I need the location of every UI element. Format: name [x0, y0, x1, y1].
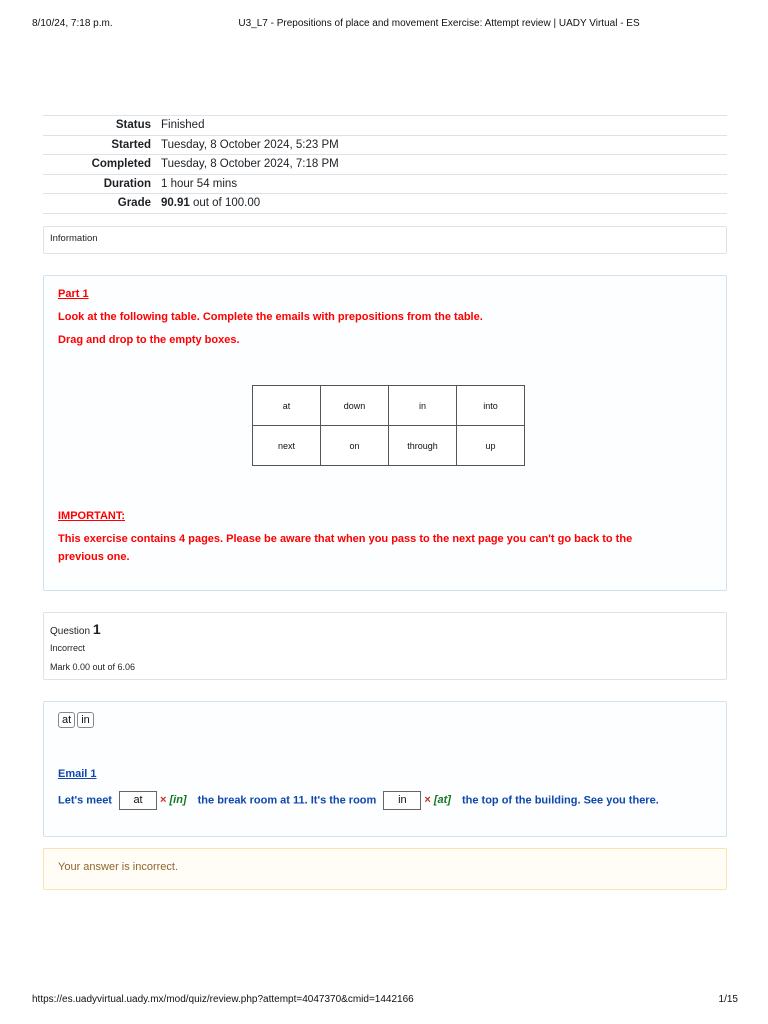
feedback-box: [43, 848, 727, 890]
email-sentence: [58, 791, 659, 810]
part-instruction-1: Look at the following table. Complete the emails with prepositions from the table.: [58, 311, 483, 323]
incorrect-icon: ×: [424, 794, 431, 807]
correct-answer: [at]: [433, 794, 451, 807]
summary-value: 1 hour 54 mins: [161, 177, 238, 190]
question-content-box: [43, 701, 727, 837]
feedback-text: Your answer is incorrect.: [58, 861, 179, 873]
information-label: Information: [50, 233, 98, 244]
question-number: [50, 621, 101, 637]
summary-label: Duration: [103, 177, 151, 190]
important-line-2: previous one.: [58, 551, 130, 563]
question-label: Question: [50, 626, 91, 637]
drop-box[interactable]: in: [383, 791, 421, 810]
summary-row-grade: [43, 194, 727, 214]
summary-label: Started: [111, 138, 151, 151]
prepositions-row: [253, 386, 525, 426]
part-instruction-2: Drag and drop to the empty boxes.: [58, 334, 240, 346]
summary-label: Completed: [91, 158, 151, 171]
prepositions-row: [253, 426, 525, 466]
preposition-cell: into: [457, 386, 525, 426]
summary-label: Grade: [117, 197, 151, 210]
preposition-cell: through: [389, 426, 457, 466]
print-title: U3_L7 - Prepositions of place and movement Exercise: Attempt review | UADY Virtual - ES: [238, 18, 640, 29]
prepositions-table: [252, 385, 525, 466]
summary-value: Finished: [161, 119, 205, 132]
summary-row-status: [43, 116, 727, 136]
drag-items: [58, 712, 96, 728]
question-info-box: [43, 612, 727, 680]
drag-item[interactable]: in: [77, 712, 94, 728]
page-count: 1/15: [718, 994, 738, 1005]
print-url: https://es.uadyvirtual.uady.mx/mod/quiz/review.php?attempt=4047370&cmid=1442166: [32, 994, 414, 1005]
summary-label: Status: [115, 119, 151, 132]
part-description-box: [43, 275, 727, 591]
information-box: [43, 226, 727, 254]
preposition-cell: at: [253, 386, 321, 426]
question-mark: Mark 0.00 out of 6.06: [50, 662, 136, 672]
print-footer: [0, 994, 768, 1008]
attempt-summary-table: [43, 115, 727, 214]
preposition-cell: up: [457, 426, 525, 466]
sentence-segment: Let's meet: [58, 794, 112, 807]
sentence-segment: the break room at 11. It's the room: [197, 794, 377, 807]
summary-row-started: [43, 135, 727, 155]
incorrect-icon: ×: [160, 794, 167, 807]
summary-row-duration: [43, 174, 727, 194]
question-number-value: 1: [92, 621, 101, 637]
important-heading: IMPORTANT:: [58, 510, 126, 522]
email-title: Email 1: [58, 768, 97, 780]
question-state: Incorrect: [50, 643, 86, 653]
preposition-cell: down: [321, 386, 389, 426]
sentence-segment: the top of the building. See you there.: [461, 794, 659, 807]
preposition-cell: next: [253, 426, 321, 466]
important-line-1: This exercise contains 4 pages. Please be aware that when you pass to the next page you can't go back to the: [58, 533, 633, 545]
grade-total: out of 100.00: [189, 197, 261, 210]
summary-value: [161, 194, 727, 214]
preposition-cell: on: [321, 426, 389, 466]
summary-value: Tuesday, 8 October 2024, 5:23 PM: [161, 138, 339, 151]
drag-item[interactable]: at: [58, 712, 75, 728]
preposition-cell: in: [389, 386, 457, 426]
summary-row-completed: [43, 155, 727, 175]
grade-score: 90.91: [161, 197, 190, 210]
print-header: [0, 18, 768, 34]
drop-box[interactable]: at: [119, 791, 157, 810]
summary-value: Tuesday, 8 October 2024, 7:18 PM: [161, 158, 339, 171]
print-date: 8/10/24, 7:18 p.m.: [32, 18, 113, 29]
correct-answer: [in]: [169, 794, 187, 807]
part-heading: Part 1: [58, 288, 89, 300]
